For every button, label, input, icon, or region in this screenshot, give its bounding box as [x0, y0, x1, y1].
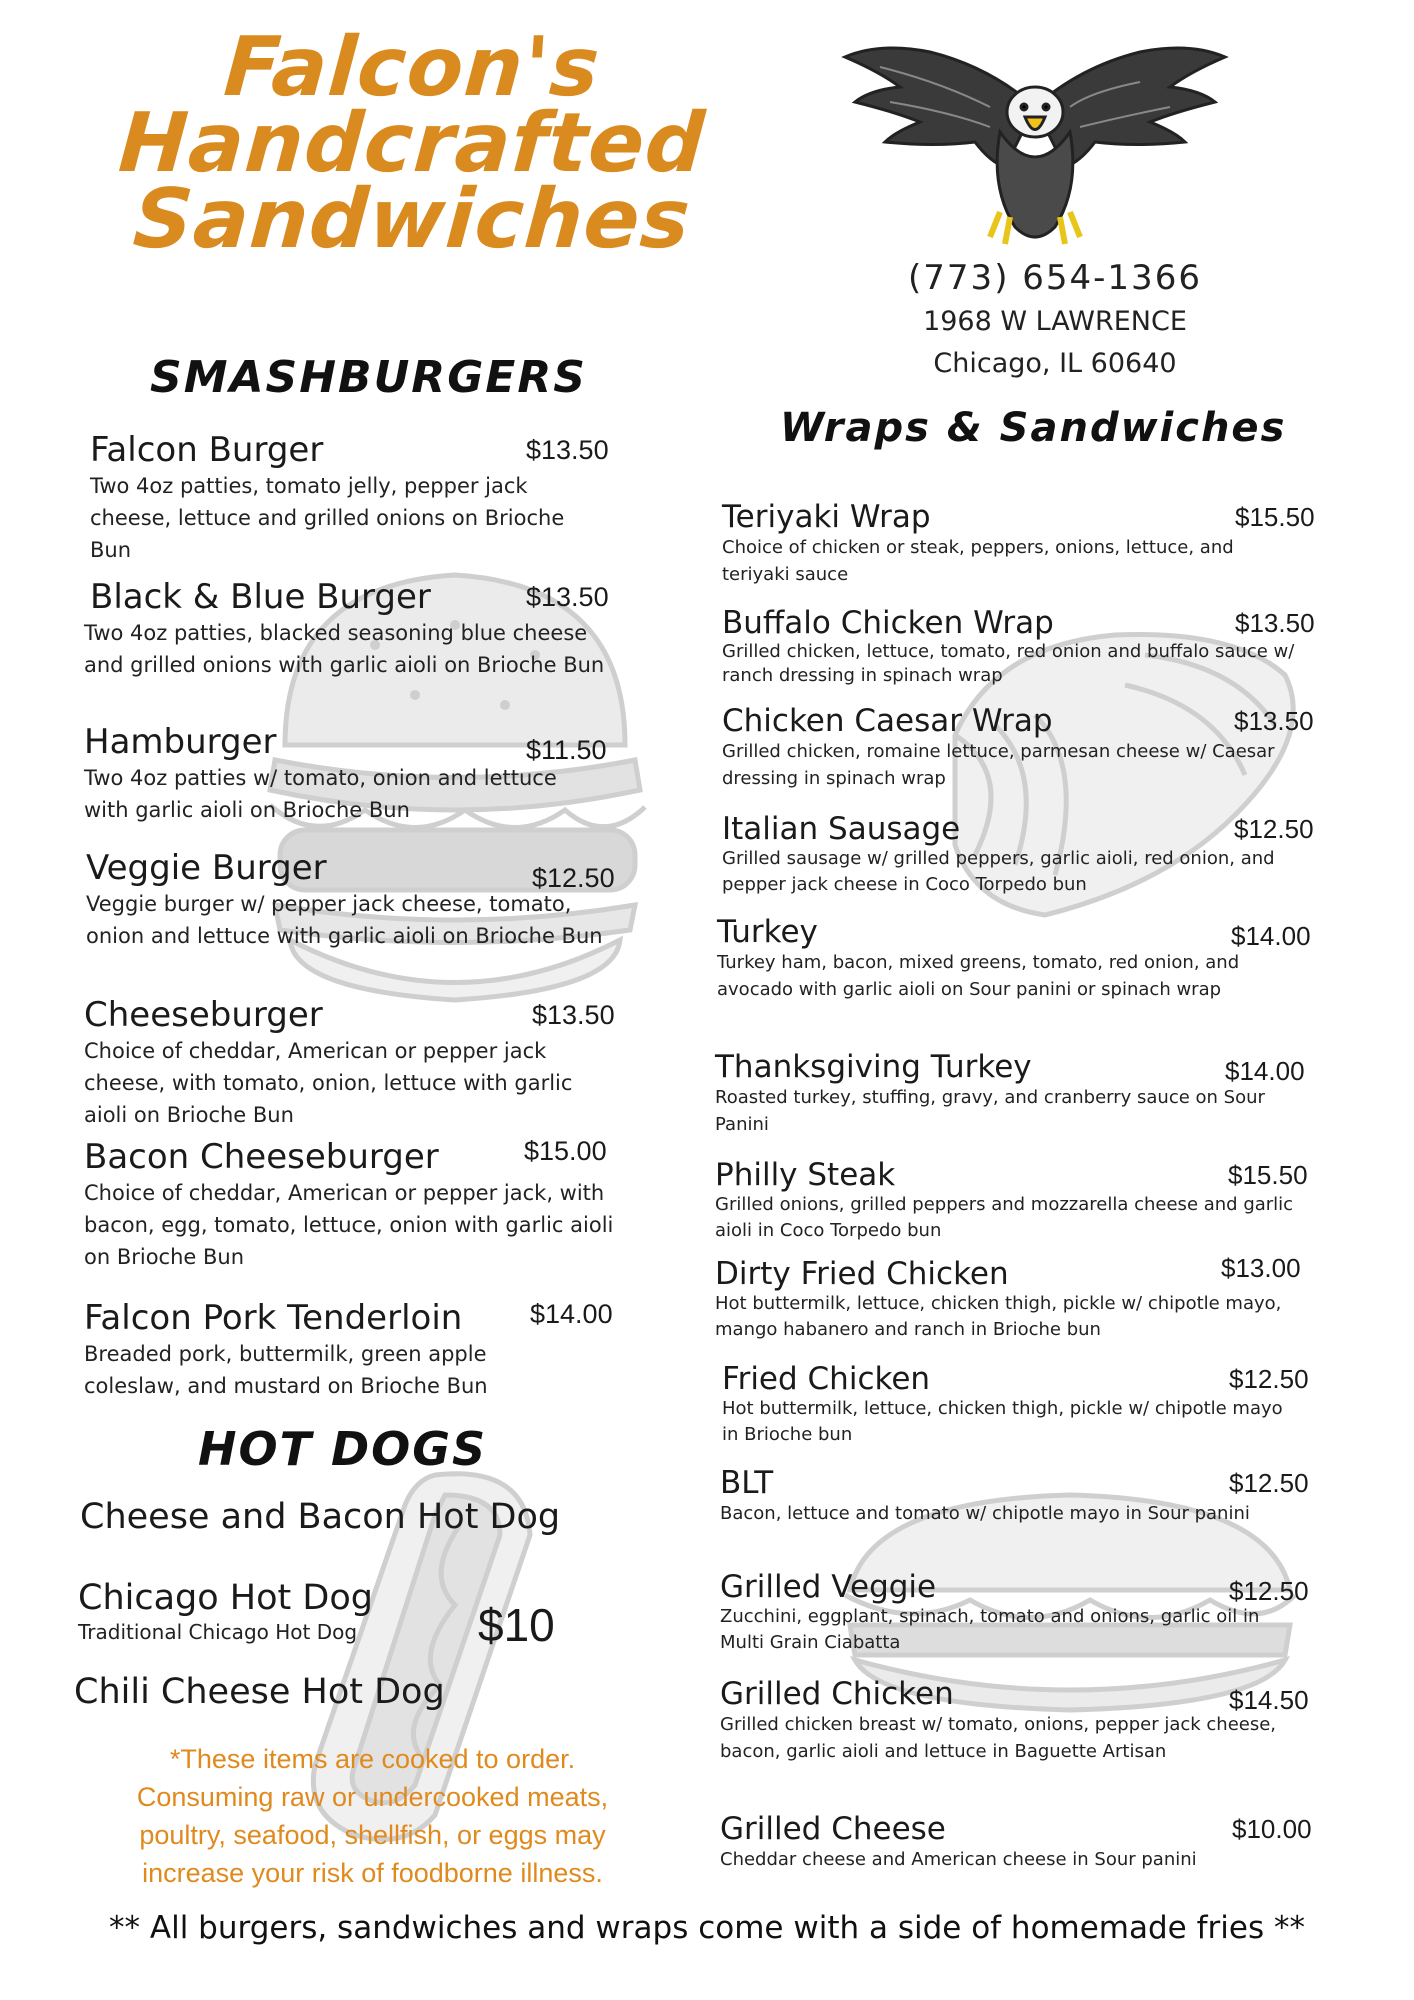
- menu-item: [84, 1137, 614, 1273]
- title-line-3: Sandwiches: [130, 172, 694, 267]
- hotdog-item-description: Traditional Chicago Hot Dog: [78, 1620, 358, 1644]
- item-price: $15.00: [524, 1136, 607, 1166]
- hotdog-price: $10: [478, 1599, 555, 1651]
- menu-item: [722, 499, 1315, 588]
- item-price: $12.50: [1229, 1576, 1309, 1606]
- item-description: Bacon, lettuce and tomato w/ chipotle mayo in Sour panini: [720, 1503, 1250, 1524]
- item-price: $14.50: [1229, 1685, 1309, 1715]
- item-name: Buffalo Chicken Wrap: [722, 605, 1054, 641]
- item-price: $13.50: [1234, 706, 1314, 736]
- item-description: Breaded pork, buttermilk, green apple coleslaw, and mustard on Brioche Bun: [84, 1342, 488, 1398]
- item-description: Grilled sausage w/ grilled peppers, garlic aioli, red onion, and pepper jack cheese in Coco Torpedo bun: [722, 848, 1275, 895]
- menu-item: [715, 1157, 1308, 1244]
- item-price: $15.50: [1228, 1160, 1308, 1190]
- item-name: Cheeseburger: [84, 995, 323, 1035]
- item-name: Dirty Fried Chicken: [715, 1256, 1009, 1292]
- item-name: Thanksgiving Turkey: [715, 1049, 1032, 1085]
- hotdog-item-name: Cheese and Bacon Hot Dog: [80, 1497, 561, 1537]
- item-name: Falcon Pork Tenderloin: [84, 1298, 463, 1338]
- item-description: Roasted turkey, stuffing, gravy, and cranberry sauce on Sour Panini: [715, 1087, 1265, 1135]
- menu-item: [715, 1049, 1305, 1138]
- menu-item: [722, 811, 1314, 898]
- menu-item: [84, 722, 607, 826]
- item-description: Two 4oz patties, blacked seasoning blue cheese and grilled onions with garlic aioli on Brioche Bun: [84, 621, 605, 677]
- item-description: Zucchini, eggplant, spinach, tomato and onions, garlic oil in Multi Grain Ciabatta: [720, 1606, 1260, 1653]
- item-name: Hamburger: [84, 722, 277, 762]
- item-price: $13.50: [532, 1000, 615, 1030]
- menu-item: [720, 1569, 1309, 1656]
- wraps-heading: Wraps & Sandwiches: [780, 405, 1287, 451]
- item-description: Grilled chicken, lettuce, tomato, red onion and buffalo sauce w/ ranch dressing in spinach wrap: [722, 641, 1295, 686]
- item-description: Veggie burger w/ pepper jack cheese, tomato, onion and lettuce with garlic aioli on Brioche Bun: [86, 892, 603, 948]
- item-price: $14.00: [1231, 921, 1311, 951]
- item-name: Grilled Cheese: [720, 1811, 946, 1847]
- item-name: Falcon Burger: [90, 430, 324, 470]
- item-description: Hot buttermilk, lettuce, chicken thigh, pickle w/ chipotle mayo, mango habanero and ranch in Brioche bun: [715, 1293, 1282, 1340]
- item-price: $15.50: [1235, 502, 1315, 532]
- item-name: Grilled Chicken: [720, 1676, 954, 1712]
- item-price: $14.00: [1225, 1056, 1305, 1086]
- address-street: 1968 W LAWRENCE: [923, 306, 1187, 337]
- title-line-2: Handcrafted: [115, 96, 709, 191]
- item-description: Choice of cheddar, American or pepper jack cheese, with tomato, onion, lettuce with garlic aioli on Brioche Bun: [84, 1039, 573, 1127]
- item-name: Veggie Burger: [86, 848, 327, 888]
- menu-item: [84, 995, 615, 1131]
- item-description: Grilled chicken breast w/ tomato, onions, pepper jack cheese, bacon, garlic aioli and lettuce in Baguette Artisan: [720, 1714, 1277, 1762]
- menu-item: [720, 1676, 1309, 1765]
- fries-note: ** All burgers, sandwiches and wraps come with a side of homemade fries **: [109, 1910, 1305, 1946]
- item-description: Two 4oz patties w/ tomato, onion and lettuce with garlic aioli on Brioche Bun: [84, 766, 557, 822]
- item-name: Italian Sausage: [722, 811, 961, 847]
- address-city: Chicago, IL 60640: [933, 348, 1177, 379]
- item-description: Two 4oz patties, tomato jelly, pepper jack cheese, lettuce and grilled onions on Brioche Bun: [90, 474, 565, 562]
- menu-item: [715, 1253, 1325, 1343]
- item-name: Turkey: [717, 914, 818, 950]
- menu-item: [86, 848, 636, 952]
- item-name: Bacon Cheeseburger: [84, 1137, 439, 1177]
- menu-item: [722, 703, 1314, 792]
- eagle-icon: [840, 12, 1230, 262]
- item-description: Cheddar cheese and American cheese in Sour panini: [720, 1849, 1197, 1870]
- item-price: $14.00: [530, 1299, 613, 1329]
- item-price: $12.50: [1234, 814, 1314, 844]
- item-description: Choice of chicken or steak, peppers, onions, lettuce, and teriyaki sauce: [722, 537, 1234, 585]
- menu-item: [84, 1298, 613, 1402]
- menu-item: [720, 1465, 1309, 1527]
- item-price: $13.50: [1235, 608, 1315, 638]
- item-name: BLT: [720, 1465, 774, 1501]
- menu-item: [84, 577, 624, 681]
- hotdog-item-name: Chicago Hot Dog: [78, 1578, 373, 1618]
- item-price: $12.50: [1229, 1468, 1309, 1498]
- item-description: Choice of cheddar, American or pepper jack, with bacon, egg, tomato, lettuce, onion with garlic aioli on Brioche Bun: [84, 1181, 614, 1269]
- item-description: Grilled chicken, romaine lettuce, parmesan cheese w/ Caesar dressing in spinach wrap: [722, 741, 1275, 789]
- item-name: Teriyaki Wrap: [722, 499, 931, 535]
- item-price: $11.50: [526, 735, 607, 765]
- hotdog-item-name: Chili Cheese Hot Dog: [74, 1672, 445, 1712]
- item-description: Grilled onions, grilled peppers and mozzarella cheese and garlic aioli in Coco Torpedo bun: [715, 1194, 1294, 1241]
- item-price: $12.50: [1229, 1364, 1309, 1394]
- item-description: Turkey ham, bacon, mixed greens, tomato, red onion, and avocado with garlic aioli on Sour panini or spinach wrap: [717, 952, 1240, 1000]
- item-name: Grilled Veggie: [720, 1569, 937, 1605]
- menu-item: [720, 1812, 1320, 1873]
- item-price: $13.50: [526, 582, 609, 612]
- food-safety-notice: *These items are cooked to order. Consuming raw or undercooked meats, poultry, seafood, shellfish, or eggs may increase your risk of foodborne illness.: [136, 1744, 609, 1888]
- item-description: Hot buttermilk, lettuce, chicken thigh, pickle w/ chipotle mayo in Brioche bun: [722, 1398, 1283, 1445]
- item-price: $13.00: [1221, 1253, 1301, 1283]
- item-price: $10.00: [1232, 1814, 1312, 1844]
- item-name: Fried Chicken: [722, 1361, 931, 1397]
- menu-item: [722, 1361, 1309, 1448]
- hotdogs-heading: HOT DOGS: [198, 1422, 488, 1476]
- menu-item: [722, 605, 1315, 688]
- smashburgers-heading: SMASHBURGERS: [150, 352, 587, 403]
- item-price: $12.50: [532, 863, 615, 893]
- menu-item: [90, 430, 609, 566]
- contact-info: [890, 255, 1220, 385]
- phone-number: (773) 654-1366: [908, 258, 1202, 298]
- menu-item: [717, 914, 1311, 1003]
- item-name: Black & Blue Burger: [90, 577, 431, 617]
- title-line-1: Falcon's: [221, 20, 603, 115]
- item-price: $13.50: [526, 435, 609, 465]
- item-name: Philly Steak: [715, 1157, 896, 1193]
- restaurant-title: [72, 20, 752, 267]
- item-name: Chicken Caesar Wrap: [722, 703, 1053, 739]
